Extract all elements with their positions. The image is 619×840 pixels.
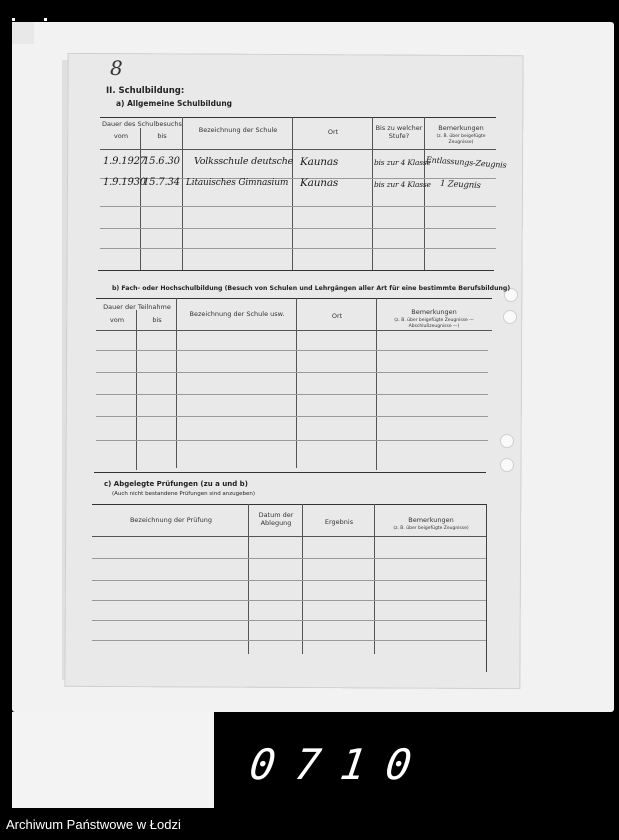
row2-bemerkungen: 1 Zeugnis — [439, 178, 481, 192]
header-bemerkungen: Bemerkungen — [438, 124, 484, 132]
section-title: II. Schulbildung: — [106, 86, 185, 96]
c-header-datum: Datum der Ablegung — [258, 511, 294, 528]
c-header-bemerkungen-note: (z. B. über beigefügte Zeugnisse) — [393, 526, 469, 531]
row1-bemerkungen: Entlassungs-Zeugnis — [425, 155, 507, 170]
section-c-note: (Auch nicht bestandene Prüfungen sind anzugeben) — [112, 491, 256, 497]
section-a-title: a) Allgemeine Schulbildung — [116, 99, 233, 108]
header-vom: vom — [113, 132, 129, 140]
row2-vom: 1.9.1930 — [103, 177, 146, 188]
section-b-title: b) Fach- oder Hochschulbildung (Besuch von Schulen und Lehrgängen aller Art für eine bestimmte Berufsbildung) — [112, 285, 511, 292]
row2-bis: 15.7.34 — [143, 177, 180, 188]
row1-vom: 1.9.1927 — [103, 156, 146, 167]
header-ort: Ort — [327, 128, 339, 136]
frame-counter: 0710 — [246, 740, 435, 789]
row1-ort: Kaunas — [300, 156, 339, 168]
b-header-bemerkungen: Bemerkungen — [411, 308, 457, 316]
row2-stufe: bis zur 4 Klasse — [374, 180, 431, 189]
header-stufe: Bis zu welcher Stufe? — [375, 124, 423, 141]
punch-hole — [500, 458, 514, 472]
punch-hole — [500, 434, 514, 448]
b-header-bemerkungen-note: (z. B. über beigefügte Zeugnisse — Abschlußzeugnisse —) — [394, 318, 474, 329]
b-header-bis: bis — [152, 316, 162, 324]
row1-stufe: bis zur 4 Klasse — [374, 158, 431, 167]
b-header-vom: vom — [109, 316, 125, 324]
c-header-ergebnis: Ergebnis — [324, 518, 354, 526]
punch-hole — [503, 310, 517, 324]
header-bis: bis — [157, 132, 167, 140]
archive-label: Archiwum Państwowe w Łodzi — [6, 817, 181, 832]
page-number: 8 — [110, 56, 123, 80]
row2-ort: Kaunas — [300, 177, 339, 189]
header-dauer: Dauer des Schulbesuchs — [102, 120, 182, 128]
row1-bis: 15.6.30 — [143, 156, 180, 167]
row2-schule: Litauisches Gimnasium — [186, 178, 289, 188]
film-margin — [12, 712, 214, 808]
b-header-schule: Bezeichnung der Schule usw. — [189, 310, 285, 318]
section-c-title: c) Abgelegte Prüfungen (zu a und b) — [104, 480, 248, 488]
header-bemerkungen-note: (z. B. über beigefügte Zeugnisse) — [436, 134, 486, 145]
row1-schule: Volksschule deutsche — [194, 156, 294, 167]
b-header-ort: Ort — [331, 312, 343, 320]
c-header-bemerkungen: Bemerkungen — [408, 516, 454, 524]
c-header-pruefung: Bezeichnung der Prüfung — [129, 516, 213, 524]
header-schule: Bezeichnung der Schule — [198, 126, 278, 134]
b-header-dauer: Dauer der Teilnahme — [103, 303, 171, 311]
